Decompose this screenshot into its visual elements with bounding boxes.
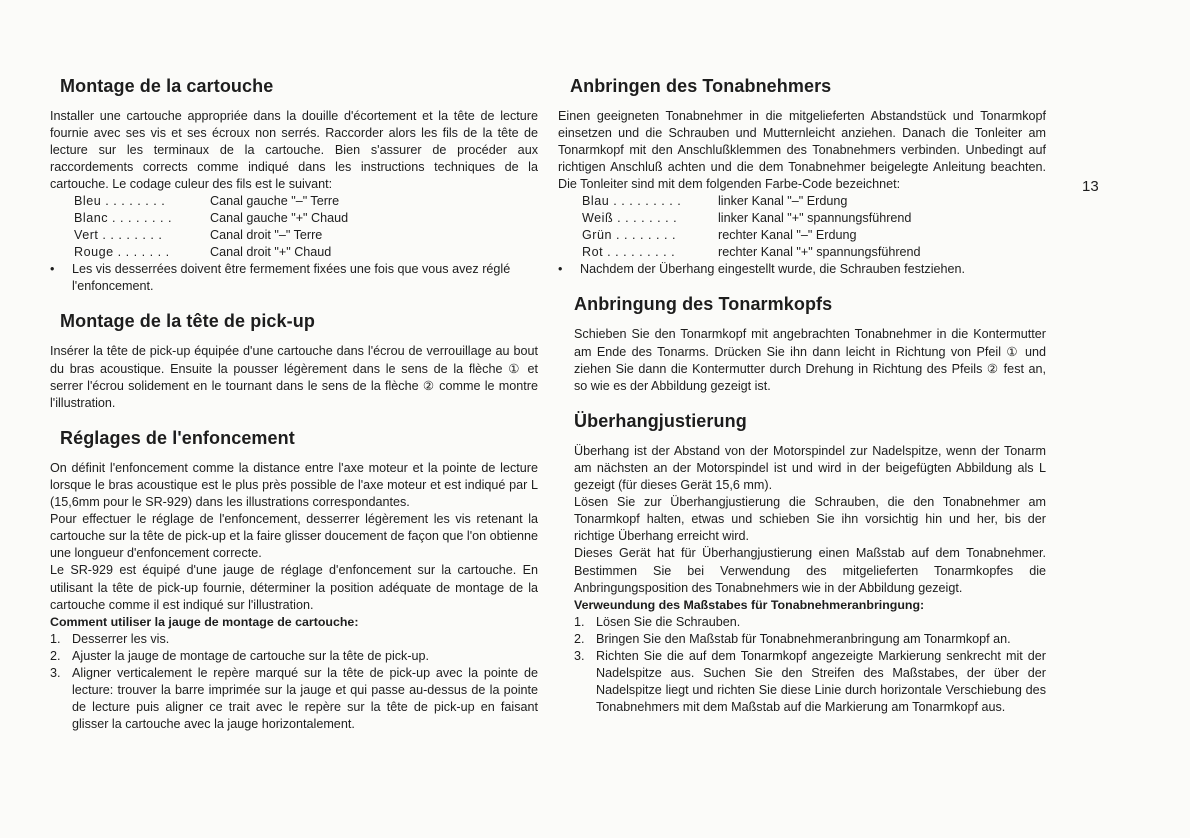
section-ueberhang — [558, 409, 1046, 716]
section-title: Montage de la tête de pick-up — [60, 311, 315, 332]
paragraph: Pour effectuer le réglage de l'enfoncement, desserrer légèrement les vis retenant la cartouche sur la tête de pick-up et la faire glisser doucement de façon que l'on obtienne une longueur d'enfoncement correcte. — [50, 512, 538, 561]
list-item: Blanc . . . . . . . . Canal gauche "+" Chaud — [74, 211, 349, 226]
paragraph: Lösen Sie zur Überhangjustierung die Schrauben, die den Tonabnehmer am Tonarmkopf halten, etwas und schieben Sie ihn vorsichtig hin und her, bis der richtige Überhang erreicht wird. — [574, 495, 1046, 544]
paragraph: Überhang ist der Abstand von der Motorspindel zur Nadelspitze, wenn der Tonarm am nächsten an der Motorspindel ist und wird in der beigefügten Abbildung als L gezeigt (für dieses Gerät 15,6 mm). — [574, 443, 1046, 493]
list-item: 2. Ajuster la jauge de montage de cartouche sur la tête de pick-up. — [50, 648, 430, 663]
paragraph: Le SR-929 est équipé d'une jauge de réglage d'enfoncement sur la cartouche. En utilisant la tête de pick-up fournie, déterminer la position adéquate de montage de la cartouche comme il est indiqué sur l'illustration. — [50, 563, 538, 612]
bullet-note: • Nachdem der Überhang eingestellt wurde, die Schrauben festziehen. — [558, 262, 966, 277]
section-montage-tete — [50, 309, 538, 411]
section-anbringung-tonarmkopf — [558, 292, 1046, 394]
list-item: 3. Richten Sie die auf dem Tonarmkopf angezeigte Markierung senkrecht mit der Nadelspitze aus. Suchen Sie den Streifen des Maßstabes, der über der Nadelspitze liegt und richten Sie diese Linie durch horizontale Verschiebung des Tonabnehmers mit dem Maßstab auf die Markierung am Tonarmkopf aus. — [574, 648, 1046, 715]
list-item: 3. Aligner verticalement le repère marqué sur la tête de pick-up avec la pointe de lecture: trouver la barre imprimée sur la jauge et qui passe au-dessus de la pointe de lecture puis aligner ce trait avec le repère sur la tête de pick-up en faisant glisser la cartouche avec la jauge horizontalement. — [50, 665, 538, 732]
section-reglages — [50, 426, 538, 733]
bullet-icon: • — [558, 262, 563, 277]
list-item: Bleu . . . . . . . . Canal gauche "–" Terre — [74, 194, 340, 209]
list-item: Blau . . . . . . . . . linker Kanal "–" Erdung — [582, 194, 848, 209]
section-montage-cartouche — [50, 74, 538, 295]
steps-list — [50, 631, 538, 734]
list-item: 2. Bringen Sie den Maßstab für Tonabnehmeranbringung am Tonarmkopf an. — [574, 631, 1011, 646]
list-item: Weiß . . . . . . . . linker Kanal "+" spannungsführend — [582, 211, 912, 226]
list-item: Rot . . . . . . . . . rechter Kanal "+" spannungsführend — [582, 245, 921, 260]
color-code-list — [74, 193, 538, 261]
list-item: 1. Desserrer les vis. — [50, 631, 170, 646]
paragraph: Schieben Sie den Tonarmkopf mit angebrachten Tonabnehmer in die Kontermutter am Ende des Tonarms. Drücken Sie ihn dann leicht in Richtung von Pfeil ① und ziehen Sie dann die Kontermutter durch Drehung in Richtung des Pfeils ② fest an, so wie es der Abbildung gezeigt ist. — [574, 327, 1046, 393]
section-title: Überhangjustierung — [574, 410, 747, 431]
paragraph: Insérer la tête de pick-up équipée d'une cartouche dans l'écrou de verrouillage au bout du bras acoustique. Ensuite la pousser légèrement dans le sens de la flèche ① et serrer l'écrou solidement en le tournant dans le sens de la flèche ② comme le montre l'illustration. — [50, 344, 538, 410]
german-column — [558, 74, 1046, 724]
section-title: Montage de la cartouche — [60, 76, 274, 96]
list-item: Rouge . . . . . . . Canal droit "+" Chaud — [74, 245, 332, 260]
paragraph: On définit l'enfoncement comme la distance entre l'axe moteur et la pointe de lecture lorsque le bras acoustique est le plus près possible de l'axe moteur et est indiqué par L (15,6mm pour le SR-929) dans les illustrations correspondantes. — [50, 460, 538, 510]
list-item: Vert . . . . . . . . Canal droit "–" Terre — [74, 228, 323, 243]
french-column — [50, 74, 538, 741]
bullet-note: • Les vis desserrées doivent être fermement fixées une fois que vous avez réglé l'enfoncement. — [50, 262, 511, 294]
paragraph: Installer une cartouche appropriée dans la douille d'écortement et la tête de lecture fournie avec ses vis et ses écroux non serrés. Raccorder alors les fils de la tête de lecture sur les terminaux de la cartouche. Bien s'assurer de procéder aux raccordements corrects comme indiqué dans les instructions techniques de la cartouche. Le codage culeur des fils est le suivant: — [50, 109, 538, 192]
paragraph: Dieses Gerät hat für Überhangjustierung einen Maßstab auf dem Tonabnehmer. Bestimmen Sie bei Verwendung des mitgelieferten Tonarmkopfes die Anbringungsposition des Tonabnehmers wie in der Abbildung gezeigt. — [574, 546, 1046, 595]
subheading: Comment utiliser la jauge de montage de cartouche: — [50, 614, 359, 629]
paragraph: Einen geeigneten Tonabnehmer in die mitgelieferten Abstandstück und Tonarmkopf einsetzen und die Schrauben und Mutternleicht anziehen. Danach die Tonleiter am Tonarmkopf mit den Anschlußklemmen des Tonabnehmers verbinden. Unbedingt auf richtigen Anschluß achten und die dem Tonabnehmer beigelegte Anleitung beachten. Die Tonleiter sind mit dem folgenden Farbe-Code bezeichnet: — [558, 109, 1046, 192]
steps-list — [574, 614, 1046, 717]
color-code-list — [582, 193, 1046, 261]
bullet-icon: • — [50, 262, 55, 277]
page-number: 13 — [1082, 178, 1099, 195]
list-item: Grün . . . . . . . . rechter Kanal "–" Erdung — [582, 228, 857, 243]
subheading: Verweundung des Maßstabes für Tonabnehmeranbringung: — [574, 597, 925, 612]
list-item: 1. Lösen Sie die Schrauben. — [574, 614, 741, 629]
section-title: Anbringen des Tonabnehmers — [570, 76, 832, 96]
section-anbringen-tonabnehmer — [558, 74, 1046, 278]
section-title: Réglages de l'enfoncement — [60, 427, 295, 448]
section-title: Anbringung des Tonarmkopfs — [574, 294, 833, 315]
